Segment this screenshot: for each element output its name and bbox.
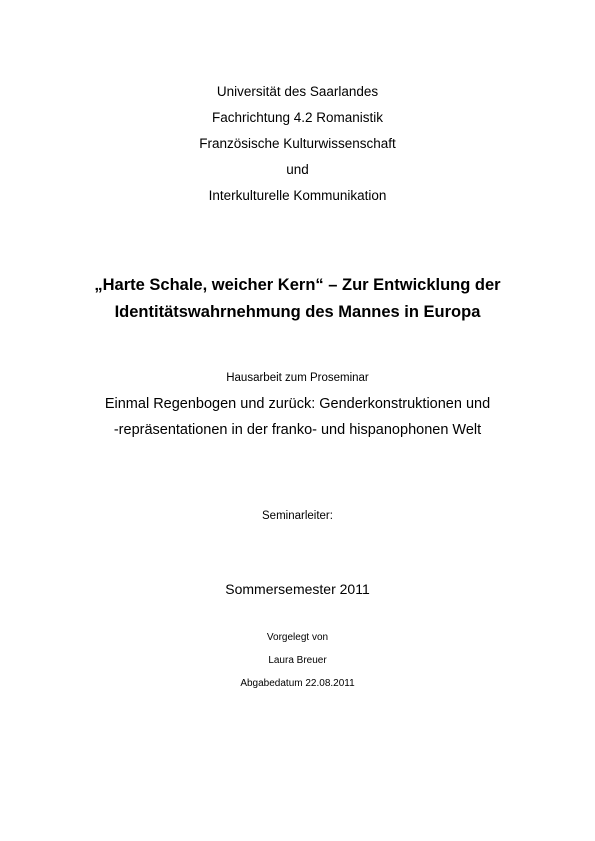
- seminar-type: Hausarbeit zum Proseminar: [226, 372, 369, 384]
- thesis-title-line-1: „Harte Schale, weicher Kern“ – Zur Entwicklung der: [94, 276, 501, 294]
- field-name-2: Interkulturelle Kommunikation: [208, 188, 387, 203]
- department-name: Fachrichtung 4.2 Romanistik: [211, 110, 384, 125]
- instructor-label: Seminarleiter:: [262, 510, 333, 522]
- field-conjunction: und: [286, 162, 309, 177]
- thesis-title-line-2: Identitätswahrnehmung des Mannes in Europa: [114, 303, 481, 321]
- field-name: Französische Kulturwissenschaft: [199, 136, 396, 151]
- due-date: Abgabedatum 22.08.2011: [240, 678, 355, 689]
- author-name: Laura Breuer: [268, 655, 327, 666]
- seminar-name-line-1: Einmal Regenbogen und zurück: Genderkonstruktionen und: [104, 396, 491, 412]
- submitted-by-label: Vorgelegt von: [266, 632, 329, 643]
- seminar-name-line-2: -repräsentationen in der franko- und hispanophonen Welt: [113, 422, 482, 438]
- university-name: Universität des Saarlandes: [216, 84, 379, 99]
- semester: Sommersemester 2011: [225, 581, 370, 597]
